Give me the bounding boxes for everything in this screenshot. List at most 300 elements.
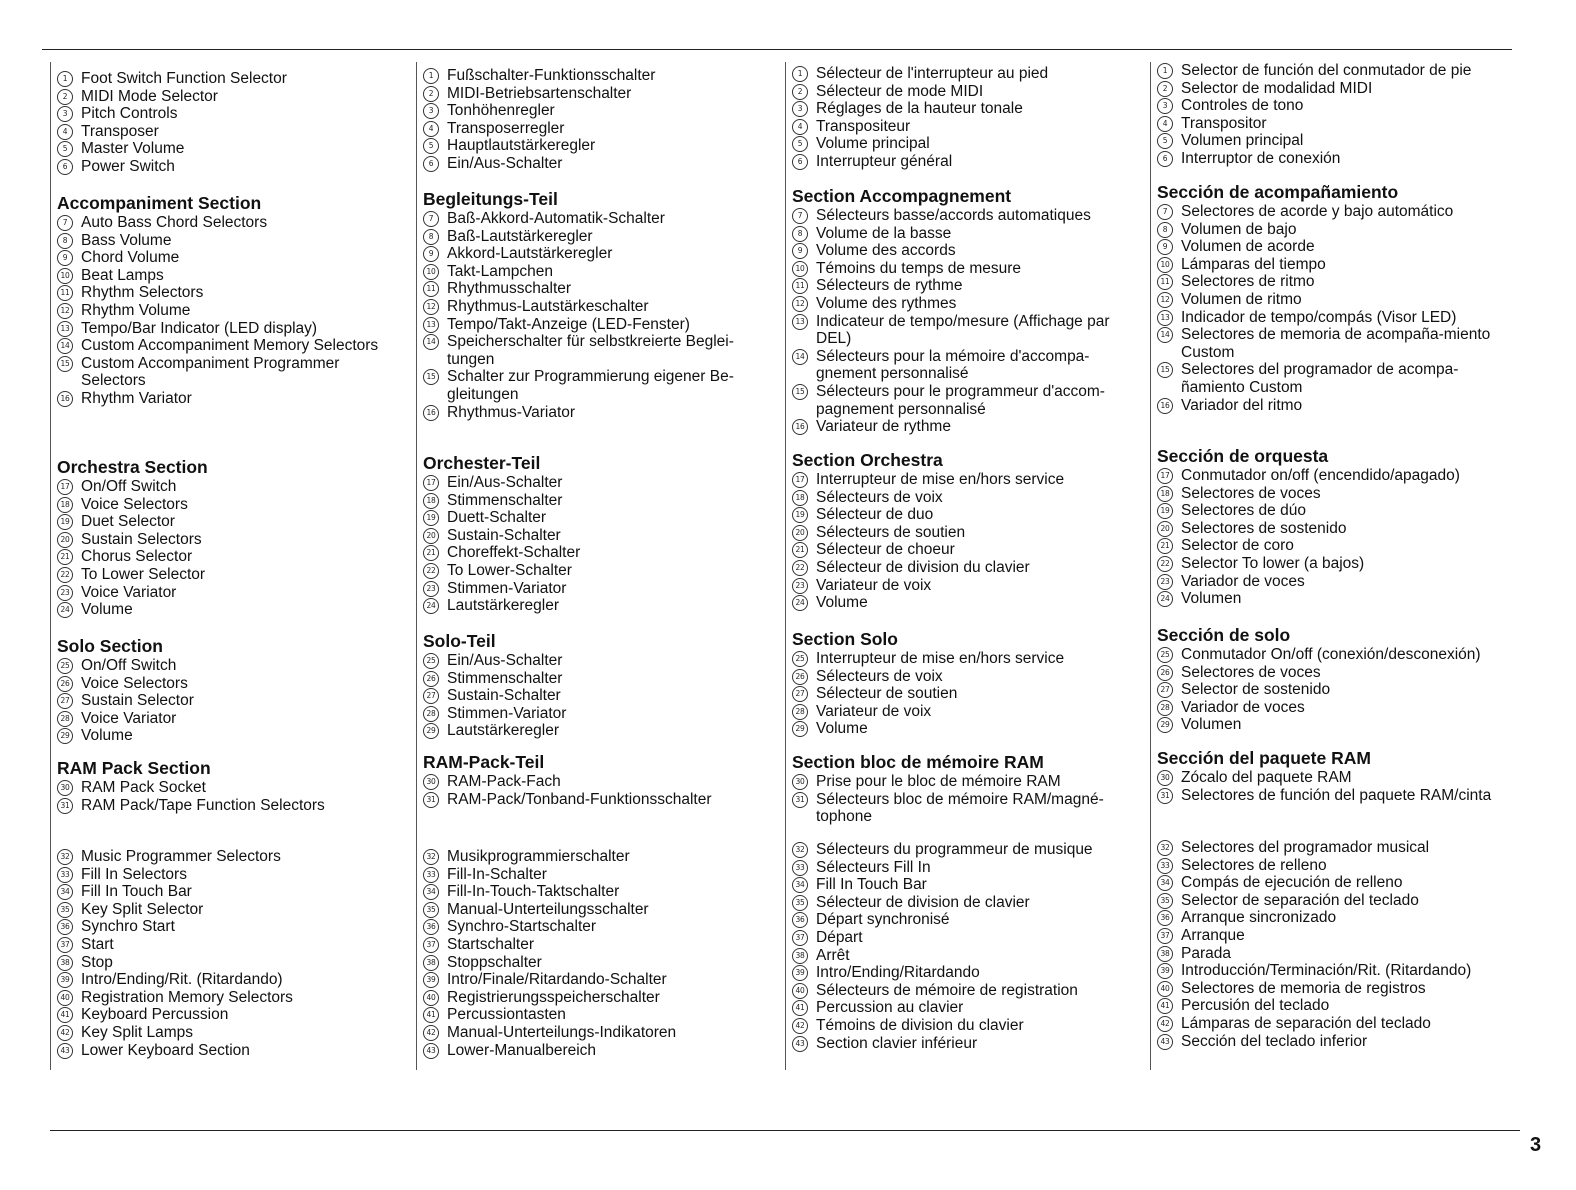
item-group	[423, 67, 768, 173]
list-item	[792, 668, 1137, 686]
item-label: Sélecteurs du programmeur de musique	[816, 841, 1093, 858]
item-label: Section clavier inférieur	[816, 1034, 978, 1052]
item-label: Sélecteurs Fill In	[816, 858, 931, 876]
item-label: Lower-Manualbereich	[447, 1041, 597, 1059]
item-number-badge: 10	[423, 264, 439, 280]
item-label: Registration Memory Selectors	[81, 988, 293, 1006]
item-label: Variador de voces	[1181, 698, 1305, 716]
item-number-badge: 30	[1157, 770, 1173, 786]
item-label: Selectores de sostenido	[1181, 519, 1347, 537]
item-label: Volumen de acorde	[1181, 238, 1315, 256]
item-label: Volumen de bajo	[1181, 220, 1297, 238]
item-number-badge: 6	[1157, 151, 1173, 167]
item-label: Intro/Finale/Ritardando-Schalter	[447, 971, 667, 989]
list-item	[423, 722, 768, 740]
item-number-badge: 34	[792, 877, 808, 893]
item-number-badge: 20	[1157, 521, 1173, 537]
item-label: Selector de función del conmutador de pie	[1181, 62, 1472, 79]
item-number-badge: 15	[57, 356, 73, 372]
column-french	[785, 62, 1137, 1070]
item-number-badge: 19	[792, 507, 808, 523]
section-block	[423, 189, 768, 421]
item-label: Variateur de voix	[816, 702, 932, 720]
list-item	[1157, 132, 1502, 150]
item-label: Controles de tono	[1181, 97, 1304, 115]
list-item	[792, 1035, 1137, 1053]
item-label: Stimmenschalter	[447, 491, 563, 509]
list-item	[57, 232, 402, 250]
item-label: Volume	[816, 594, 868, 612]
item-number-badge: 27	[423, 688, 439, 704]
section-heading: Orchestra Section	[57, 457, 208, 477]
section-heading: Accompaniment Section	[57, 193, 262, 213]
item-number-badge: 9	[792, 243, 808, 259]
list-item	[57, 320, 402, 338]
list-item	[423, 316, 768, 334]
item-label: Fill In Selectors	[81, 865, 187, 883]
section-heading: Section Accompagnement	[792, 186, 1012, 206]
item-number-badge: 36	[1157, 910, 1173, 926]
item-label: Baß-Lautstärkeregler	[447, 227, 593, 245]
item-number-badge: 8	[57, 233, 73, 249]
list-item	[1157, 115, 1502, 133]
list-item	[1157, 273, 1502, 291]
list-item	[57, 727, 402, 745]
item-number-badge: 12	[1157, 292, 1173, 308]
list-item	[57, 657, 402, 675]
item-label: Custom Accompaniment Programmer Selectors	[81, 354, 340, 390]
list-item	[57, 214, 402, 232]
section-block	[57, 457, 402, 619]
item-number-badge: 21	[792, 542, 808, 558]
item-label: Musikprogrammierschalter	[447, 848, 630, 865]
list-item	[1157, 485, 1502, 503]
item-number-badge: 13	[1157, 310, 1173, 326]
item-number-badge: 39	[1157, 963, 1173, 979]
list-item	[792, 577, 1137, 595]
list-item	[792, 418, 1137, 436]
item-label: Volumen de ritmo	[1181, 290, 1302, 308]
item-label: Conmutador On/off (conexión/desconexión)	[1181, 646, 1481, 663]
item-number-badge: 22	[1157, 556, 1173, 572]
list-item	[57, 710, 402, 728]
item-number-badge: 43	[1157, 1034, 1173, 1050]
list-item	[57, 954, 402, 972]
list-item	[423, 228, 768, 246]
item-label: Lámparas del tiempo	[1181, 255, 1326, 273]
list-item	[423, 848, 768, 866]
item-number-badge: 40	[792, 983, 808, 999]
item-number-badge: 25	[57, 658, 73, 674]
section-heading: Section Solo	[792, 629, 898, 649]
list-item	[57, 390, 402, 408]
list-item	[57, 692, 402, 710]
list-item	[792, 982, 1137, 1000]
item-label: Chorus Selector	[81, 548, 193, 566]
item-label: Takt-Lampchen	[447, 262, 553, 280]
item-label: Selectores de voces	[1181, 663, 1321, 681]
list-item	[423, 509, 768, 527]
list-item	[57, 548, 402, 566]
list-item	[792, 295, 1137, 313]
item-number-badge: 4	[1157, 116, 1173, 132]
item-label: Interrupteur général	[816, 152, 953, 170]
item-label: Startschalter	[447, 935, 535, 953]
item-number-badge: 20	[792, 525, 808, 541]
item-label: Interrupteur de mise en/hors service	[816, 471, 1065, 488]
list-item	[57, 901, 402, 919]
item-group	[423, 848, 768, 1059]
item-label: Sélecteurs de voix	[816, 667, 943, 685]
item-label: Key Split Lamps	[81, 1023, 193, 1041]
item-label: Compás de ejecución de relleno	[1181, 874, 1403, 892]
item-label: Selectores de ritmo	[1181, 273, 1315, 291]
item-label: Rhythmus-Lautstärkeschalter	[447, 297, 649, 315]
item-number-badge: 37	[57, 937, 73, 953]
list-item	[57, 478, 402, 496]
list-item	[57, 848, 402, 866]
item-group	[792, 841, 1137, 1052]
item-number-badge: 32	[57, 849, 73, 865]
item-number-badge: 38	[57, 955, 73, 971]
item-group	[1157, 62, 1502, 168]
item-label: Volumen principal	[1181, 132, 1304, 150]
item-label: Synchro Start	[81, 918, 175, 936]
list-item	[792, 650, 1137, 668]
item-number-badge: 14	[57, 338, 73, 354]
item-number-badge: 38	[1157, 946, 1173, 962]
list-item	[792, 83, 1137, 101]
item-number-badge: 36	[792, 912, 808, 928]
item-number-badge: 43	[423, 1043, 439, 1059]
item-number-badge: 40	[57, 990, 73, 1006]
item-label: Voice Variator	[81, 583, 177, 601]
item-label: Témoins de division du clavier	[816, 1016, 1024, 1034]
item-label: Lautstärkeregler	[447, 597, 560, 615]
list-item	[57, 123, 402, 141]
list-item	[792, 911, 1137, 929]
list-item	[423, 652, 768, 670]
item-number-badge: 3	[57, 106, 73, 122]
list-item	[423, 1042, 768, 1060]
item-number-badge: 20	[57, 532, 73, 548]
list-item	[792, 559, 1137, 577]
item-number-badge: 29	[792, 721, 808, 737]
item-label: Sustain-Schalter	[447, 687, 561, 705]
item-number-badge: 7	[792, 208, 808, 224]
list-item	[1157, 221, 1502, 239]
item-label: Voice Selectors	[81, 495, 188, 513]
list-item	[1157, 326, 1502, 361]
item-label: Volume	[81, 601, 133, 619]
list-item	[1157, 309, 1502, 327]
list-item	[1157, 909, 1502, 927]
item-number-badge: 23	[792, 578, 808, 594]
list-item	[57, 158, 402, 176]
item-label: Fill-In-Schalter	[447, 865, 547, 883]
item-label: Registrierungsspeicherschalter	[447, 988, 660, 1006]
list-item	[1157, 502, 1502, 520]
item-label: Akkord-Lautstärkeregler	[447, 245, 613, 263]
item-label: Selector de separación del teclado	[1181, 891, 1419, 909]
item-number-badge: 12	[57, 303, 73, 319]
item-number-badge: 40	[423, 990, 439, 1006]
item-number-badge: 20	[423, 528, 439, 544]
list-item	[423, 597, 768, 615]
item-label: Ein/Aus-Schalter	[447, 474, 563, 491]
item-number-badge: 6	[792, 154, 808, 170]
section-block	[1157, 748, 1502, 804]
section-heading: Section Orchestra	[792, 450, 943, 470]
item-number-badge: 13	[423, 317, 439, 333]
item-label: Hauptlautstärkeregler	[447, 137, 596, 155]
item-label: Variador del ritmo	[1181, 396, 1303, 414]
section-heading: Section bloc de mémoire RAM	[792, 752, 1044, 772]
list-item	[57, 140, 402, 158]
item-number-badge: 33	[423, 867, 439, 883]
page-number: 3	[1530, 1134, 1542, 1156]
item-label: Lámparas de separación del teclado	[1181, 1014, 1431, 1032]
item-group	[1157, 839, 1502, 1050]
section-block	[423, 752, 768, 808]
list-item	[423, 1006, 768, 1024]
list-item	[1157, 291, 1502, 309]
item-label: RAM-Pack-Fach	[447, 773, 561, 790]
item-label: Sélecteurs basse/accords automatiques	[816, 207, 1091, 224]
item-label: Selectores de memoria de registros	[1181, 979, 1426, 997]
list-item	[423, 527, 768, 545]
list-item	[1157, 857, 1502, 875]
list-item	[423, 705, 768, 723]
item-label: Sélecteur de soutien	[816, 685, 958, 703]
item-number-badge: 2	[1157, 81, 1173, 97]
item-number-badge: 4	[423, 121, 439, 137]
section-block	[792, 186, 1137, 436]
item-label: Chord Volume	[81, 249, 180, 267]
item-label: Stimmen-Variator	[447, 704, 567, 722]
list-item	[1157, 238, 1502, 256]
item-number-badge: 23	[1157, 574, 1173, 590]
list-item	[792, 594, 1137, 612]
item-label: Tonhöhenregler	[447, 102, 555, 120]
list-item	[57, 88, 402, 106]
item-label: Sélecteur de division du clavier	[816, 558, 1030, 576]
column-german	[416, 62, 768, 1070]
column-english	[50, 62, 402, 1070]
item-number-badge: 19	[423, 510, 439, 526]
item-label: Fill In Touch Bar	[816, 876, 927, 894]
list-item	[423, 120, 768, 138]
list-item	[423, 936, 768, 954]
list-item	[423, 280, 768, 298]
list-item	[57, 883, 402, 901]
list-item	[423, 333, 768, 368]
item-label: Rhythm Selectors	[81, 284, 204, 302]
item-label: Interruptor de conexión	[1181, 149, 1341, 167]
item-number-badge: 28	[423, 706, 439, 722]
section-heading: Sección de orquesta	[1157, 446, 1329, 466]
item-number-badge: 40	[1157, 981, 1173, 997]
item-number-badge: 42	[1157, 1016, 1173, 1032]
item-number-badge: 30	[423, 774, 439, 790]
item-number-badge: 24	[792, 595, 808, 611]
item-number-badge: 36	[423, 919, 439, 935]
list-item	[423, 918, 768, 936]
list-item	[57, 531, 402, 549]
list-item	[57, 249, 402, 267]
list-item	[1157, 892, 1502, 910]
list-item	[1157, 361, 1502, 396]
item-number-badge: 42	[792, 1018, 808, 1034]
list-item	[57, 918, 402, 936]
list-item	[792, 383, 1137, 418]
list-item	[57, 779, 402, 797]
item-number-badge: 5	[57, 141, 73, 157]
item-number-badge: 41	[57, 1007, 73, 1023]
item-label: RAM Pack Socket	[81, 779, 206, 796]
item-number-badge: 7	[1157, 204, 1173, 220]
item-number-badge: 32	[1157, 840, 1173, 856]
list-item	[792, 859, 1137, 877]
item-number-badge: 17	[57, 479, 73, 495]
item-number-badge: 7	[423, 211, 439, 227]
item-number-badge: 14	[423, 334, 439, 350]
item-label: Sélecteurs pour le programmeur d'accom-pagnement personnalisé	[816, 382, 1105, 418]
list-item	[792, 524, 1137, 542]
item-number-badge: 14	[792, 349, 808, 365]
list-item	[792, 841, 1137, 859]
item-number-badge: 37	[423, 937, 439, 953]
list-item	[1157, 962, 1502, 980]
list-item	[1157, 573, 1502, 591]
list-item	[423, 670, 768, 688]
item-number-badge: 15	[792, 384, 808, 400]
item-number-badge: 9	[1157, 239, 1173, 255]
item-label: Transpositor	[1181, 114, 1267, 132]
list-item	[57, 1006, 402, 1024]
bottom-rule	[50, 1130, 1520, 1131]
item-label: Percusión del teclado	[1181, 997, 1330, 1015]
list-item	[792, 929, 1137, 947]
list-item	[57, 797, 402, 815]
item-number-badge: 34	[1157, 875, 1173, 891]
item-number-badge: 18	[423, 493, 439, 509]
item-label: To Lower Selector	[81, 565, 206, 583]
item-label: Sélecteurs de soutien	[816, 523, 966, 541]
section-block	[57, 758, 402, 814]
item-label: Sélecteurs de mémoire de registration	[816, 981, 1078, 999]
list-item	[423, 404, 768, 422]
item-label: Sélecteur de l'interrupteur au pied	[816, 65, 1049, 82]
item-label: Master Volume	[81, 140, 185, 158]
item-number-badge: 36	[57, 919, 73, 935]
item-label: Auto Bass Chord Selectors	[81, 214, 268, 231]
item-number-badge: 22	[423, 563, 439, 579]
list-item	[792, 685, 1137, 703]
item-label: Rhythmus-Variator	[447, 403, 576, 421]
list-item	[423, 773, 768, 791]
item-label: Percussiontasten	[447, 1006, 566, 1024]
item-number-badge: 43	[792, 1036, 808, 1052]
list-item	[792, 947, 1137, 965]
item-label: Key Split Selector	[81, 900, 204, 918]
item-number-badge: 41	[423, 1007, 439, 1023]
item-label: Zócalo del paquete RAM	[1181, 769, 1352, 786]
item-number-badge: 3	[792, 101, 808, 117]
section-heading: RAM Pack Section	[57, 758, 211, 778]
item-group	[792, 65, 1137, 171]
section-block	[423, 631, 768, 740]
list-item	[1157, 62, 1502, 80]
item-label: Selectores de función del paquete RAM/cinta	[1181, 786, 1492, 804]
list-item	[57, 989, 402, 1007]
section-heading: Solo-Teil	[423, 631, 496, 651]
item-label: Beat Lamps	[81, 266, 164, 284]
item-number-badge: 43	[57, 1043, 73, 1059]
list-item	[792, 1017, 1137, 1035]
item-label: Duet Selector	[81, 513, 175, 531]
item-number-badge: 16	[57, 391, 73, 407]
item-label: On/Off Switch	[81, 478, 177, 495]
item-label: Sélecteur de mode MIDI	[816, 82, 984, 100]
item-number-badge: 1	[1157, 63, 1173, 79]
item-number-badge: 8	[423, 229, 439, 245]
list-item	[423, 474, 768, 492]
list-item	[1157, 664, 1502, 682]
item-label: Arrêt	[816, 946, 850, 964]
list-item	[423, 85, 768, 103]
item-label: Schalter zur Programmierung eigener Be-gleitungen	[447, 368, 734, 403]
item-number-badge: 11	[1157, 274, 1173, 290]
item-label: Voice Variator	[81, 709, 177, 727]
list-item	[423, 562, 768, 580]
item-label: Volume des rythmes	[816, 294, 957, 312]
item-number-badge: 35	[1157, 893, 1173, 909]
list-item	[57, 337, 402, 355]
item-label: MIDI Mode Selector	[81, 87, 218, 105]
item-number-badge: 11	[792, 278, 808, 294]
item-label: Selector de sostenido	[1181, 681, 1331, 699]
list-item	[1157, 787, 1502, 805]
list-item	[1157, 769, 1502, 787]
column-spanish	[1150, 62, 1502, 1070]
item-group	[57, 848, 402, 1059]
item-label: Volume des accords	[816, 242, 956, 260]
item-label: Sustain-Schalter	[447, 526, 561, 544]
item-label: Fill-In-Touch-Taktschalter	[447, 883, 620, 901]
item-label: Volumen	[1181, 590, 1242, 608]
item-number-badge: 35	[423, 902, 439, 918]
section-heading: Solo Section	[57, 636, 163, 656]
item-label: Tempo/Takt-Anzeige (LED-Fenster)	[447, 315, 690, 333]
item-number-badge: 29	[57, 728, 73, 744]
item-label: Sustain Selector	[81, 692, 194, 710]
list-item	[792, 999, 1137, 1017]
list-item	[1157, 555, 1502, 573]
list-item	[57, 70, 402, 88]
list-item	[423, 298, 768, 316]
list-item	[57, 936, 402, 954]
item-label: Arranque	[1181, 926, 1245, 944]
item-number-badge: 39	[792, 965, 808, 981]
item-number-badge: 2	[57, 89, 73, 105]
section-block	[57, 193, 402, 408]
item-number-badge: 25	[1157, 647, 1173, 663]
item-number-badge: 10	[1157, 257, 1173, 273]
item-label: Sélecteurs de voix	[816, 488, 943, 506]
item-number-badge: 21	[1157, 538, 1173, 554]
list-item	[792, 207, 1137, 225]
